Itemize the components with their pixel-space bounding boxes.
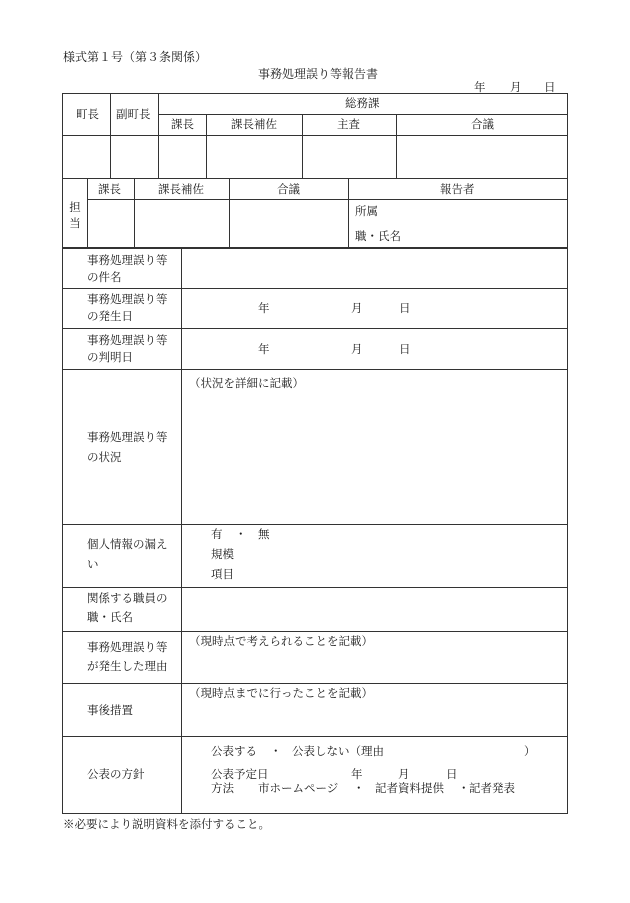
header-date-year: 年: [474, 80, 486, 94]
occurrence-label-line2: の発生日: [87, 309, 133, 323]
footer-note: ※必要により説明資料を添付すること。: [63, 817, 270, 831]
assistant-chief-label: 課長補佐: [231, 117, 277, 131]
subject-label-line1: 事務処理誤り等: [87, 253, 168, 267]
reason-note: （現時点で考えられることを記載）: [189, 634, 373, 648]
general-affairs-label: 総務課: [345, 96, 380, 110]
leak-items: 項目: [211, 567, 234, 581]
method-city-homepage: 市ホームページ: [258, 781, 339, 795]
reason-label-line2: が発生した理由: [87, 659, 168, 673]
method-label: 方法: [211, 781, 234, 795]
publication-label: 公表の方針: [87, 767, 145, 781]
deputy-mayor-label: 副町長: [116, 107, 151, 121]
discovery-label-line1: 事務処理誤り等: [87, 333, 168, 347]
leak-scale: 規模: [211, 547, 234, 561]
leak-no: 無: [258, 527, 270, 541]
header-date-day: 日: [544, 80, 556, 94]
position-name-label: 職・氏名: [355, 229, 401, 243]
reporter-label: 報告者: [440, 182, 475, 196]
chief-clerk-label: 主査: [337, 117, 360, 131]
staff-label-line1: 関係する職員の: [87, 591, 168, 605]
staff-label-line2: 職・氏名: [87, 610, 133, 624]
planned-day: 日: [446, 767, 458, 781]
consultation-label: 合議: [471, 117, 494, 131]
charge-label: 担当: [69, 200, 81, 230]
affiliation-label: 所属: [355, 204, 378, 218]
leak-label-line2: い: [87, 557, 99, 571]
method-press-conference: 記者発表: [469, 781, 515, 795]
form-number: 様式第１号（第３条関係）: [63, 50, 208, 64]
planned-date-label: 公表予定日: [211, 767, 269, 781]
publish-option: 公表する: [211, 744, 257, 758]
charge-frame: [62, 178, 568, 249]
method-press-materials: 記者資料提供: [375, 781, 444, 795]
charge-assistant-chief-label: 課長補佐: [158, 182, 204, 196]
method-separator-2: ・: [458, 781, 470, 795]
method-separator-1: ・: [353, 781, 365, 795]
discovery-day: 日: [399, 342, 411, 356]
measures-label: 事後措置: [87, 703, 133, 717]
document-title: 事務処理誤り等報告書: [258, 67, 379, 81]
measures-note: （現時点までに行ったことを記載）: [189, 686, 373, 700]
situation-label-line2: の状況: [87, 450, 122, 464]
approval-frame: [62, 93, 568, 179]
charge-consultation-label: 合議: [277, 182, 300, 196]
leak-label-line1: 個人情報の漏え: [87, 537, 168, 551]
no-publish-option: 公表しない（理由: [292, 744, 384, 758]
planned-year: 年: [351, 767, 363, 781]
planned-month: 月: [398, 767, 410, 781]
situation-note: （状況を詳細に記載）: [189, 376, 304, 390]
discovery-month: 月: [351, 342, 363, 356]
leak-separator: ・: [235, 527, 247, 541]
leak-yes: 有: [211, 527, 223, 541]
reason-close-paren: ）: [524, 744, 536, 758]
publish-separator: ・: [270, 744, 282, 758]
situation-label-line1: 事務処理誤り等: [87, 430, 168, 444]
header-date-month: 月: [510, 80, 522, 94]
subject-label-line2: の件名: [87, 270, 122, 284]
section-chief-label: 課長: [171, 117, 194, 131]
occurrence-day: 日: [399, 301, 411, 315]
occurrence-month: 月: [351, 301, 363, 315]
occurrence-label-line1: 事務処理誤り等: [87, 292, 168, 306]
discovery-year: 年: [258, 342, 270, 356]
reason-label-line1: 事務処理誤り等: [87, 640, 168, 654]
charge-section-chief-label: 課長: [98, 182, 121, 196]
occurrence-year: 年: [258, 301, 270, 315]
town-mayor-label: 町長: [76, 107, 99, 121]
discovery-label-line2: の判明日: [87, 350, 133, 364]
